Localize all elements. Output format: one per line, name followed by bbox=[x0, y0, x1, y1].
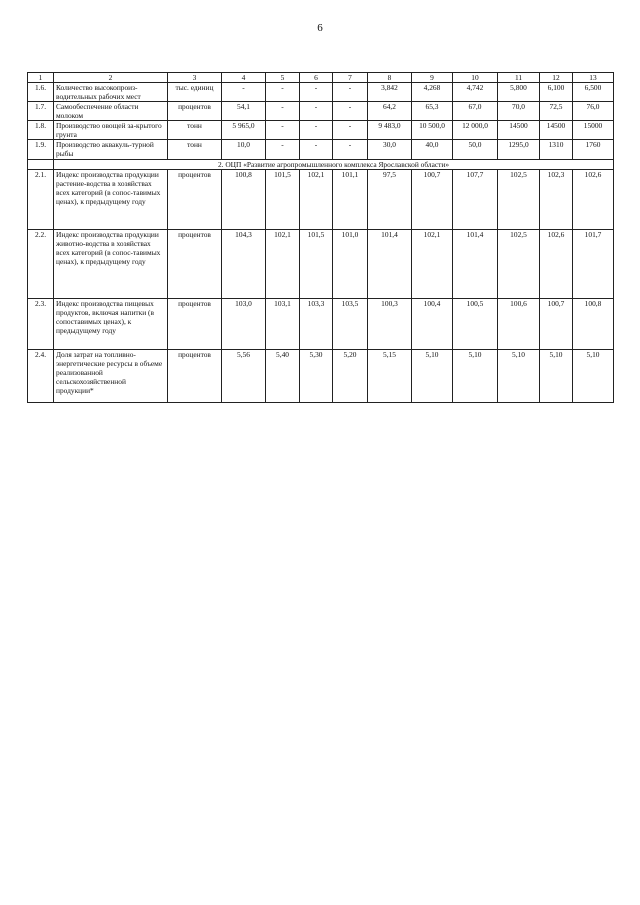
column-header: 10 bbox=[453, 73, 498, 83]
value-cell: 72,5 bbox=[540, 102, 573, 121]
value-cell: 12 000,0 bbox=[453, 121, 498, 140]
column-header: 5 bbox=[266, 73, 300, 83]
value-cell: 101,7 bbox=[573, 230, 614, 299]
value-cell: 102,1 bbox=[412, 230, 453, 299]
value-cell: 40,0 bbox=[412, 140, 453, 160]
value-cell: 100,3 bbox=[368, 299, 412, 350]
value-cell: 100,8 bbox=[573, 299, 614, 350]
value-cell: 5,10 bbox=[540, 350, 573, 403]
indicator-name: Индекс производства пищевых продуктов, включая напитки (в сопоставимых ценах), к предыдущему году bbox=[54, 299, 168, 350]
unit-of-measure: тонн bbox=[168, 121, 222, 140]
table-row bbox=[28, 102, 614, 121]
value-cell: 102,6 bbox=[573, 170, 614, 230]
value-cell: 103,3 bbox=[300, 299, 333, 350]
indicator-name: Доля затрат на топливно-энергетические ресурсы в объеме реализованной сельскохозяйственной продукции* bbox=[54, 350, 168, 403]
value-cell: 5,56 bbox=[222, 350, 266, 403]
value-cell: 64,2 bbox=[368, 102, 412, 121]
value-cell: 6,100 bbox=[540, 83, 573, 102]
value-cell: 5,15 bbox=[368, 350, 412, 403]
indicator-name: Самообеспечение области молоком bbox=[54, 102, 168, 121]
value-cell: 5 965,0 bbox=[222, 121, 266, 140]
indicators-table bbox=[27, 72, 614, 403]
value-cell: 100,8 bbox=[222, 170, 266, 230]
value-cell: 103,0 bbox=[222, 299, 266, 350]
value-cell: 1295,0 bbox=[498, 140, 540, 160]
table-header-row bbox=[28, 73, 614, 83]
table-row bbox=[28, 350, 614, 403]
indicator-name: Индекс производства продукции растение-водства в хозяйствах всех категорий (в сопос-тавимых ценах), к предыдущему году bbox=[54, 170, 168, 230]
table-row bbox=[28, 299, 614, 350]
unit-of-measure: процентов bbox=[168, 102, 222, 121]
value-cell: 104,3 bbox=[222, 230, 266, 299]
row-number: 2.1. bbox=[28, 170, 54, 230]
value-cell: 101,5 bbox=[300, 230, 333, 299]
value-cell: - bbox=[300, 140, 333, 160]
row-number: 2.4. bbox=[28, 350, 54, 403]
column-header: 13 bbox=[573, 73, 614, 83]
value-cell: 100,5 bbox=[453, 299, 498, 350]
value-cell: 101,4 bbox=[453, 230, 498, 299]
value-cell: 103,1 bbox=[266, 299, 300, 350]
value-cell: 70,0 bbox=[498, 102, 540, 121]
value-cell: 67,0 bbox=[453, 102, 498, 121]
unit-of-measure: тонн bbox=[168, 140, 222, 160]
value-cell: 3,842 bbox=[368, 83, 412, 102]
value-cell: 100,6 bbox=[498, 299, 540, 350]
unit-of-measure: тыс. единиц bbox=[168, 83, 222, 102]
value-cell: - bbox=[300, 83, 333, 102]
value-cell: - bbox=[266, 102, 300, 121]
value-cell: - bbox=[222, 83, 266, 102]
column-header: 12 bbox=[540, 73, 573, 83]
value-cell: - bbox=[266, 140, 300, 160]
indicator-name: Производство овощей за-крытого грунта bbox=[54, 121, 168, 140]
row-number: 1.9. bbox=[28, 140, 54, 160]
table-row bbox=[28, 83, 614, 102]
table-row bbox=[28, 170, 614, 230]
indicator-name: Производство аквакуль-турной рыбы bbox=[54, 140, 168, 160]
table-row bbox=[28, 121, 614, 140]
section-title: 2. ОЦП «Развитие агропромышленного комплекса Ярославской области» bbox=[54, 160, 614, 170]
value-cell: 30,0 bbox=[368, 140, 412, 160]
unit-of-measure: процентов bbox=[168, 170, 222, 230]
column-header: 9 bbox=[412, 73, 453, 83]
value-cell: 10 500,0 bbox=[412, 121, 453, 140]
value-cell: 50,0 bbox=[453, 140, 498, 160]
value-cell: - bbox=[333, 140, 368, 160]
value-cell: 1310 bbox=[540, 140, 573, 160]
value-cell: 10,0 bbox=[222, 140, 266, 160]
value-cell: 6,500 bbox=[573, 83, 614, 102]
row-number: 1.8. bbox=[28, 121, 54, 140]
value-cell: 5,10 bbox=[498, 350, 540, 403]
value-cell: 101,5 bbox=[266, 170, 300, 230]
value-cell: - bbox=[300, 102, 333, 121]
value-cell: 102,6 bbox=[540, 230, 573, 299]
section-empty-cell bbox=[28, 160, 54, 170]
value-cell: 102,3 bbox=[540, 170, 573, 230]
value-cell: 14500 bbox=[540, 121, 573, 140]
table-row bbox=[28, 230, 614, 299]
unit-of-measure: процентов bbox=[168, 350, 222, 403]
value-cell: 5,30 bbox=[300, 350, 333, 403]
value-cell: 102,5 bbox=[498, 170, 540, 230]
page-number: 6 bbox=[317, 22, 323, 34]
column-header: 7 bbox=[333, 73, 368, 83]
value-cell: - bbox=[300, 121, 333, 140]
column-header: 11 bbox=[498, 73, 540, 83]
value-cell: 4,268 bbox=[412, 83, 453, 102]
column-header: 4 bbox=[222, 73, 266, 83]
value-cell: 5,40 bbox=[266, 350, 300, 403]
value-cell: - bbox=[333, 83, 368, 102]
value-cell: - bbox=[333, 102, 368, 121]
column-header: 2 bbox=[54, 73, 168, 83]
value-cell: 97,5 bbox=[368, 170, 412, 230]
value-cell: 65,3 bbox=[412, 102, 453, 121]
value-cell: 100,7 bbox=[540, 299, 573, 350]
value-cell: 101,4 bbox=[368, 230, 412, 299]
table-row bbox=[28, 140, 614, 160]
value-cell: - bbox=[266, 83, 300, 102]
value-cell: 100,7 bbox=[412, 170, 453, 230]
value-cell: 103,5 bbox=[333, 299, 368, 350]
value-cell: 1760 bbox=[573, 140, 614, 160]
column-header: 8 bbox=[368, 73, 412, 83]
indicator-name: Индекс производства продукции животно-водства в хозяйствах всех категорий (в сопос-тавимых ценах), к предыдущему году bbox=[54, 230, 168, 299]
row-number: 2.2. bbox=[28, 230, 54, 299]
value-cell: 9 483,0 bbox=[368, 121, 412, 140]
value-cell: 15000 bbox=[573, 121, 614, 140]
column-header: 1 bbox=[28, 73, 54, 83]
value-cell: 102,5 bbox=[498, 230, 540, 299]
value-cell: 102,1 bbox=[266, 230, 300, 299]
value-cell: 54,1 bbox=[222, 102, 266, 121]
row-number: 1.6. bbox=[28, 83, 54, 102]
column-header: 3 bbox=[168, 73, 222, 83]
value-cell: 100,4 bbox=[412, 299, 453, 350]
value-cell: 5,10 bbox=[573, 350, 614, 403]
value-cell: 5,800 bbox=[498, 83, 540, 102]
value-cell: - bbox=[333, 121, 368, 140]
value-cell: 101,1 bbox=[333, 170, 368, 230]
unit-of-measure: процентов bbox=[168, 230, 222, 299]
unit-of-measure: процентов bbox=[168, 299, 222, 350]
value-cell: 5,10 bbox=[453, 350, 498, 403]
value-cell: 4,742 bbox=[453, 83, 498, 102]
row-number: 2.3. bbox=[28, 299, 54, 350]
row-number: 1.7. bbox=[28, 102, 54, 121]
value-cell: 101,0 bbox=[333, 230, 368, 299]
value-cell: 107,7 bbox=[453, 170, 498, 230]
value-cell: 102,1 bbox=[300, 170, 333, 230]
value-cell: 14500 bbox=[498, 121, 540, 140]
indicator-name: Количество высокопроиз-водительных рабочих мест bbox=[54, 83, 168, 102]
column-header: 6 bbox=[300, 73, 333, 83]
value-cell: 76,0 bbox=[573, 102, 614, 121]
value-cell: 5,10 bbox=[412, 350, 453, 403]
section-row bbox=[28, 160, 614, 170]
value-cell: - bbox=[266, 121, 300, 140]
value-cell: 5,20 bbox=[333, 350, 368, 403]
